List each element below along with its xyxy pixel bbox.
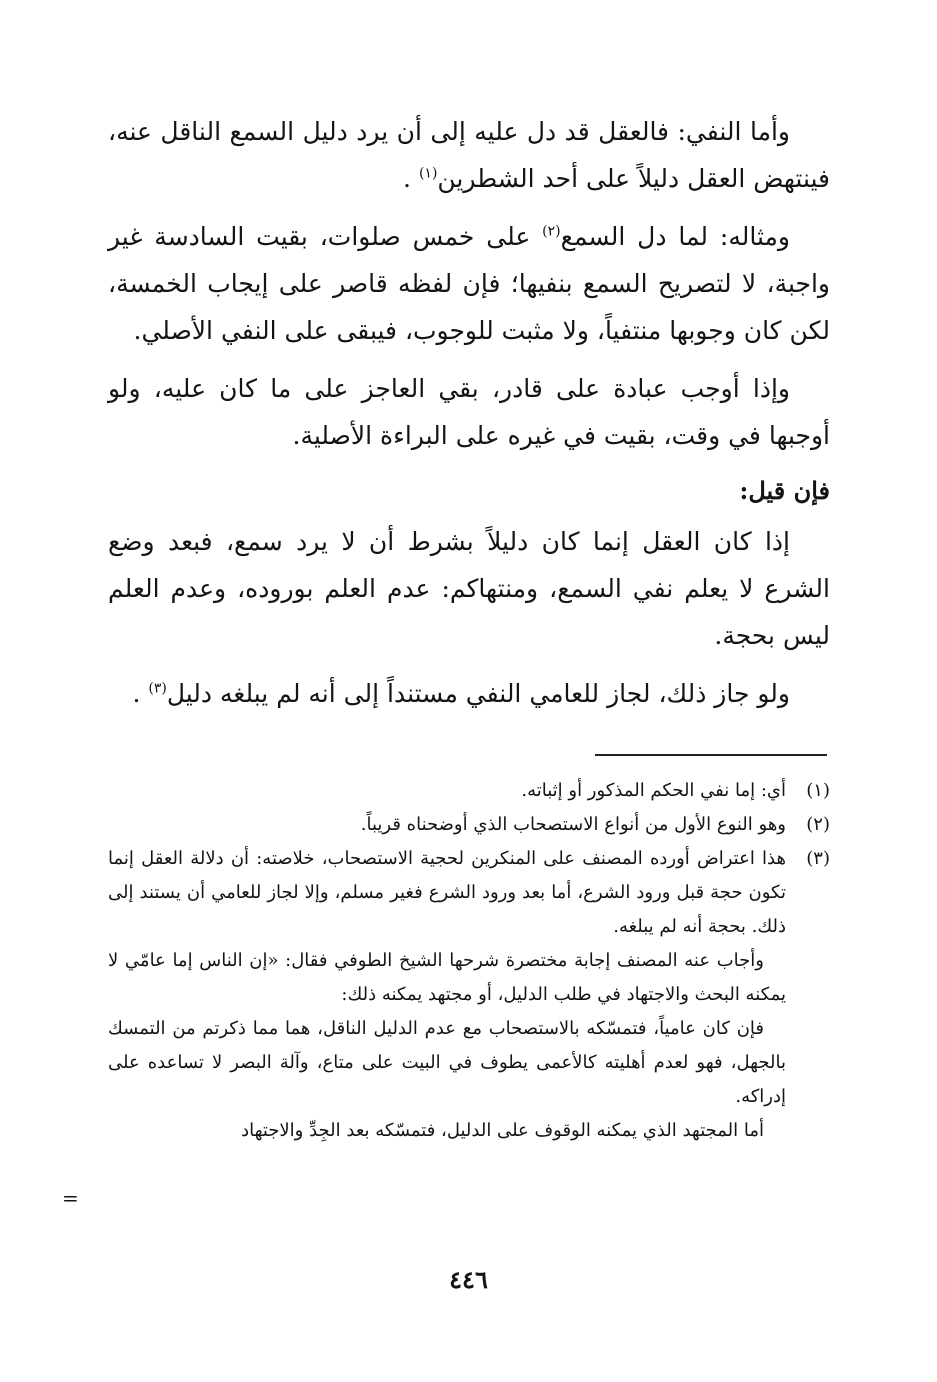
footnote-3-layman: فإن كان عامياً، فتمسّكه بالاستصحاب مع عدم الدليل الناقل، هما مما ذكرتم من التمسك بالجهل، فهو لعدم أهليته كالأعمى يطوف في البيت على متاع، وآلة البصر لا تساعده على إدراكه. bbox=[108, 1018, 786, 1107]
footnote-text: وهو النوع الأول من أنواع الاستصحاب الذي أوضحناه قريباً. bbox=[360, 814, 786, 835]
paragraph-negation bbox=[108, 108, 830, 202]
paragraph-text: وأما النفي: فالعقل قد دل عليه إلى أن يرد دليل السمع الناقل عنه، فينتهض العقل دليلاً على أحد الشطرين bbox=[108, 117, 830, 193]
paragraph-objection: إذا كان العقل إنما كان دليلاً بشرط أن لا يرد سمع، فبعد وضع الشرع لا يعلم نفي السمع، ومنتهاكم: عدم العلم بوروده، وعدم العلم ليس بحجة. bbox=[108, 527, 830, 650]
paragraph-obligation: وإذا أوجب عبادة على قادر، بقي العاجز على ما كان عليه، ولو أوجبها في وقت، بقيت في غيره على البراءة الأصلية. bbox=[108, 374, 830, 450]
paragraph-example bbox=[108, 213, 830, 354]
footnotes bbox=[108, 774, 830, 1148]
page-number: ٤٤٦ bbox=[449, 1265, 488, 1294]
footnote-text: هذا اعتراض أورده المصنف على المنكرين لحجية الاستصحاب، خلاصته: أن دلالة العقل إنما تكون حجة قبل ورود الشرع، أما بعد ورود الشرع فغير مسلم، وإلا لجاز للعامي أن يستند إلى ذلك. بحجة أنه لم يبلغه. bbox=[108, 848, 786, 937]
footnote-separator bbox=[595, 754, 827, 756]
continuation-mark: = bbox=[62, 1186, 79, 1210]
footnote-2 bbox=[108, 808, 830, 842]
main-text bbox=[108, 108, 830, 717]
footnote-3-mujtahid: أما المجتهد الذي يمكنه الوقوف على الدليل، فتمسّكه بعد الجِدِّ والاجتهاد bbox=[241, 1120, 764, 1141]
footnote-ref-1: (١) bbox=[418, 165, 438, 182]
paragraph-tail: . bbox=[132, 679, 141, 708]
footnote-number: (٣) bbox=[806, 848, 830, 869]
paragraph-layman bbox=[108, 670, 830, 717]
footnote-1 bbox=[108, 774, 830, 808]
section-heading: فإن قيل: bbox=[739, 476, 830, 505]
footnote-ref-2: (٢) bbox=[542, 223, 561, 240]
footnote-number: (١) bbox=[806, 780, 830, 801]
paragraph-text: ومثاله: لما دل السمع bbox=[560, 222, 790, 251]
paragraph-text: ولو جاز ذلك، لجاز للعامي النفي مستنداً إلى أنه لم يبلغه دليل bbox=[166, 679, 790, 708]
footnote-3 bbox=[108, 842, 830, 944]
footnote-ref-3: (٣) bbox=[148, 680, 167, 697]
footnote-3-answer: وأجاب عنه المصنف إجابة مختصرة شرحها الشيخ الطوفي فقال: «إن الناس إما عامّي لا يمكنه البحث والاجتهاد في طلب الدليل، أو مجتهد يمكنه ذلك: bbox=[108, 950, 786, 1005]
footnote-text: أي: إما نفي الحكم المذكور أو إثباته. bbox=[521, 780, 786, 801]
footnote-number: (٢) bbox=[806, 814, 830, 835]
paragraph-tail: . bbox=[403, 164, 411, 193]
paragraph-text-continued: على خمس صلوات، بقيت السادسة غير واجبة، لا لتصريح السمع بنفيها؛ فإن لفظه قاصر على إيجاب الخمسة، لكن كان وجوبها منتفياً، ولا مثبت للوجوب، فيبقى على النفي الأصلي. bbox=[108, 222, 830, 345]
